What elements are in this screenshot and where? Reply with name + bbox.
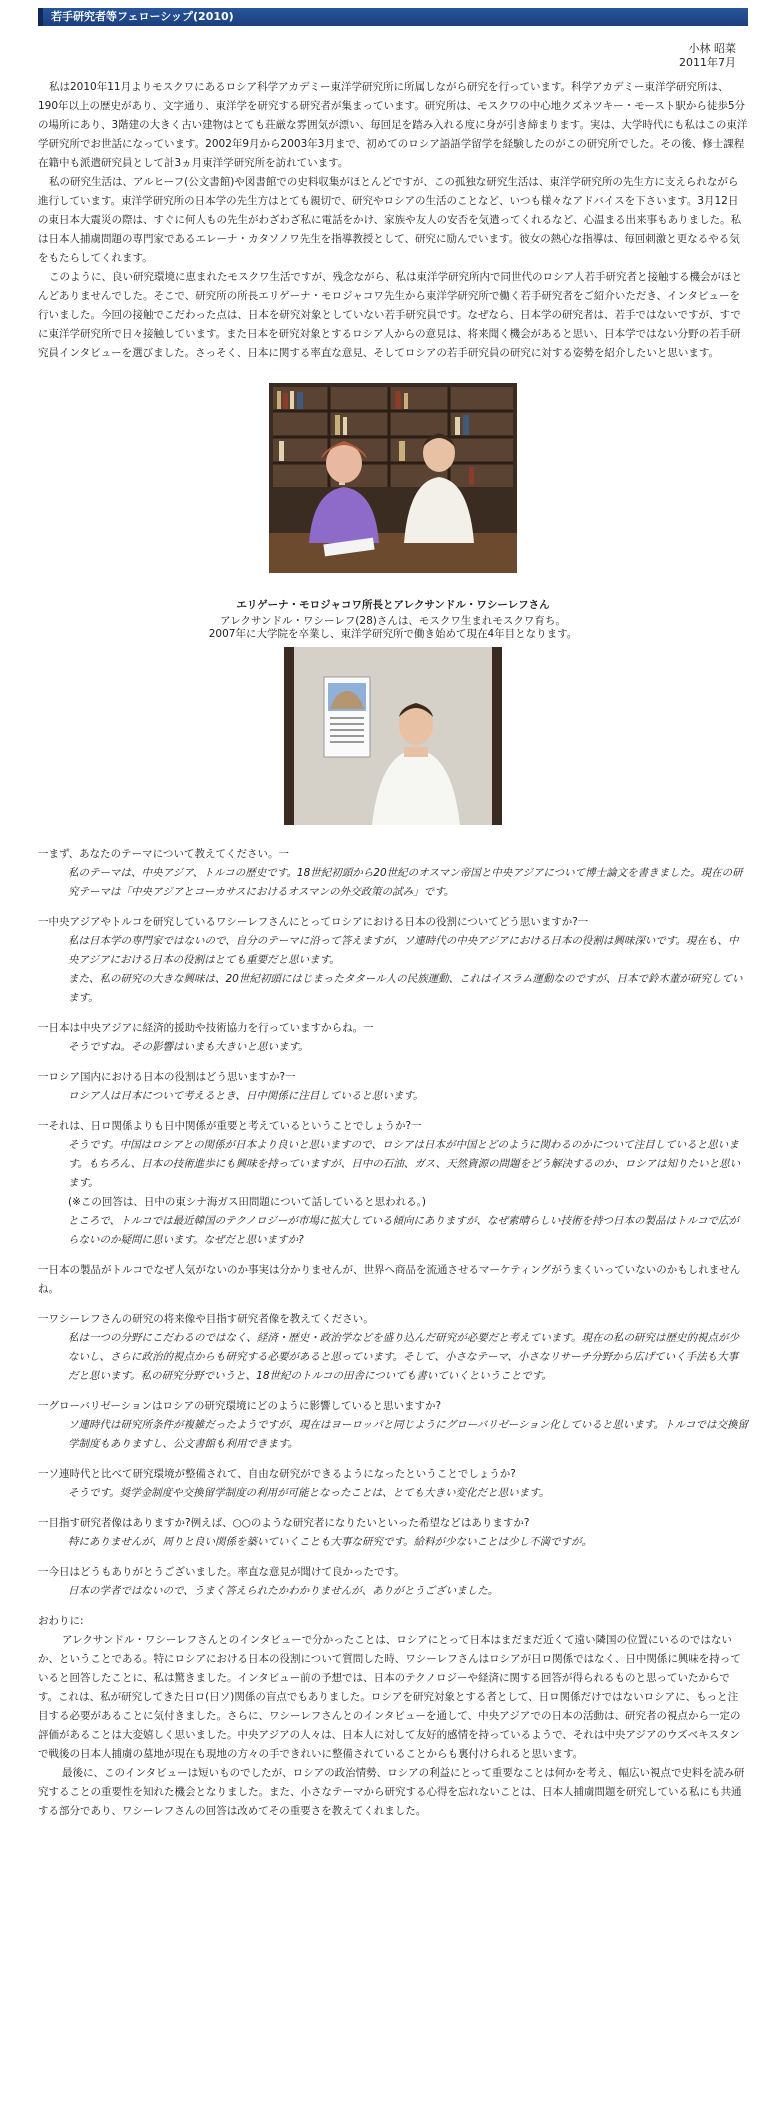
answer-text: 特にありませんが、周りと良い関係を築いていくことも大事な研究です。給料が少ないことは少し不満ですが。 xyxy=(68,1536,593,1548)
question: 一中央アジアやトルコを研究しているワシーレフさんにとってロシアにおける日本の役割についてどう思いますか?一 xyxy=(38,916,589,928)
question: 一目指す研究者像はありますか?例えば、○○のような研究者になりたいといった希望などはありますか? xyxy=(38,1517,530,1529)
caption-line: アレクサンドル・ワシーレフ(28)さんは、モスクワ生まれモスクワ育ち。 xyxy=(220,615,566,627)
qa-item xyxy=(38,1310,748,1386)
intro-section xyxy=(38,78,748,363)
page xyxy=(38,8,748,1821)
author-name: 小林 昭菜 xyxy=(688,42,736,55)
photo-illustration xyxy=(269,383,517,573)
answer xyxy=(38,1136,748,1250)
question: 一グローバリゼーションはロシアの研究環境にどのように影響していると思いますか? xyxy=(38,1400,442,1412)
answer xyxy=(38,1329,748,1386)
closing-section xyxy=(38,1612,748,1821)
answer-text: 日本の学者ではないので、うまく答えられたかわかりませんが、ありがとうございました。 xyxy=(68,1585,499,1597)
photo-illustration xyxy=(284,647,502,825)
question: 一ワシーレフさんの研究の将来像や目指す研究者像を教えてください。 xyxy=(38,1313,374,1325)
intro-paragraph: 私は2010年11月よりモスクワにあるロシア科学アカデミー東洋学研究所に所属しながら研究を行っています。科学アカデミー東洋学研究所は、190年以上の歴史があり、文字通り、東洋学を研究する研究者が集まっています。研究所は、モスクワの中心地クズネツキー・モースト駅から徒歩5分の場所にあり、3階建の大きく古い建物はとても荘厳な雰囲気が漂い、毎回足を踏み入れる度に身が引き締まります。実は、大学時代にも私はこの東洋学研究所でお世話になっています。2002年9月から2003年3月まで、初めてのロシア語語学留学を経験したのがこの研究所でした。その後、修士課程在籍中も派遣研究員として計3ヵ月東洋学研究所を訪れています。 xyxy=(38,81,748,169)
qa-item xyxy=(38,913,748,1008)
question: 一日本の製品がトルコでなぜ人気がないのか事実は分かりませんが、世界へ商品を流通させるマーケティングがうまくいっていないのかもしれませんね。 xyxy=(38,1264,741,1295)
answer-text: 私は一つの分野にこだわるのではなく、経済・歴史・政治学などを盛り込んだ研究が必要だと考えています。現在の私の研究は歴史的視点が少ないし、さらに政治的視点からも研究する必要があると思っています。そして、小さなテーマ、小さなリサーチ分野から広げていく手法も大事だと思います。私の研究分野でいうと、18世紀のトルコの田舎についても書いていくということです。 xyxy=(68,1332,739,1382)
answer xyxy=(38,1087,748,1106)
intro-paragraph: 私の研究生活は、アルヒーフ(公文書館)や図書館での史料収集がほとんどですが、この孤独な研究生活は、東洋学研究所の先生方に支えられながら進行しています。東洋学研究所の日本学の先生方はとても親切で、研究やロシアの生活のことなど、いつも様々なアドバイスを下さいます。3月12日の東日本大震災の際は、すぐに何人もの先生がわざわざ私に電話をかけ、家族や友人の安否を気遣ってくれるなど、心温まる出来事もありました。私は日本人捕虜問題の専門家であるエレーナ・カタソノワ先生を指導教授として、研究に励んでいます。彼女の熱心な指導は、毎回刺激と更なるやる気をもたらしてくれます。 xyxy=(38,176,742,264)
author-date: 2011年7月 xyxy=(679,56,736,69)
intro-paragraph: このように、良い研究環境に恵まれたモスクワ生活ですが、残念ながら、私は東洋学研究所内で同世代のロシア人若手研究者と接触する機会がほとんどありませんでした。そこで、研究所の所長エリゲーナ・モロジャコワ先生から東洋学研究所で働く若手研究者をご紹介いただき、インタビューを行いました。今回の接触でこだわった点は、日本を研究対象としていない若手研究員です。なぜなら、日本学の研究者は、若手ではないですが、すでに東洋学研究所で日々接触しています。また日本を研究対象とするロシア人からの意見は、将来聞く機会があると思い、日本学ではない分野の若手研究員インタビューを選びました。さっそく、日本に関する率直な意見、そしてロシアの若手研究員の研究に対する姿勢を紹介したいと思います。 xyxy=(38,271,742,359)
qa-item xyxy=(38,1563,748,1601)
closing-heading: おわりに: xyxy=(38,1615,84,1627)
question: 一ロシア国内における日本の役割はどう思いますか?一 xyxy=(38,1071,296,1083)
answer-note: (※この回答は、日中の東シナ海ガス田問題について話していると思われる。) xyxy=(68,1196,427,1208)
photo-researcher-portrait xyxy=(284,647,502,825)
closing-paragraph: アレクサンドル・ワシーレフさんとのインタビューで分かったことは、ロシアにとって日本はまだまだ近くて遠い隣国の位置にいるのではないか、ということである。特にロシアにおける日本の役割について質問した時、ワシーレフさんはロシアが日ロ関係ではなく、日中関係に興味を持っていると回答したことに、私は驚きました。インタビュー前の予想では、日本のテクノロジーや経済に関する回答が得られるものと思っていたからです。これは、私が研究してきた日ロ(日ソ)関係の盲点でもありました。ロシアを研究対象とする者として、日ロ関係だけではないロシアに、もっと注目する必要があることに気付きました。さらに、ワシーレフさんとのインタビューを通して、中央アジアでの日本の活動は、研究者の視点から一定の評価があることは大変嬉しく思いました。中央アジアの人々は、日本人に対して友好的感情を持っているようで、それは中央アジアのウズベキスタンで戦後の日本人捕虜の墓地が現在も現地の方々の手できれいに整備されていることからも裏付けられると思います。 xyxy=(38,1634,741,1760)
answer-text: ところで、トルコでは最近韓国のテクノロジーが市場に拡大している傾向にありますが、なぜ素晴らしい技術を持つ日本の製品はトルコで広がらないのか疑問に思います。なぜだと思いますか? xyxy=(68,1215,740,1246)
qa-item xyxy=(38,1117,748,1250)
question: 一今日はどうもありがとうございました。率直な意見が聞けて良かったです。 xyxy=(38,1566,405,1578)
answer-text: そうです。中国はロシアとの関係が日本より良いと思いますので、ロシアは日本が中国とどのように関わるのかについて注目していると思います。もちろん、日本の技術進歩にも興味を持っていますが、日中の石油、ガス、天然資源の問題をどう解決するのか、ロシアは知りたいと思います。 xyxy=(68,1139,741,1189)
answer xyxy=(38,1582,748,1601)
qa-item xyxy=(38,845,748,902)
interview-section xyxy=(38,845,748,1601)
photo-director-and-researcher xyxy=(269,383,517,573)
answer-text: 私は日本学の専門家ではないので、自分のテーマに沿って答えますが、ソ連時代の中央アジアにおける日本の役割は興味深いです。現在も、中央アジアにおける日本の役割はとても重要だと思います。 xyxy=(68,935,739,966)
qa-item xyxy=(38,1514,748,1552)
answer-text: ソ連時代は研究所条件が複雑だったようですが、現在はヨーロッパと同じようにグローバリゼーション化していると思います。トルコでは交換留学制度もありますし、公文書館も利用できます。 xyxy=(68,1419,748,1450)
answer xyxy=(38,932,748,1008)
qa-item xyxy=(38,1019,748,1057)
answer-text: そうです。奨学金制度や交換留学制度の利用が可能となったことは、とても大きい変化だと思います。 xyxy=(68,1487,550,1499)
question: 一それは、日ロ関係よりも日中関係が重要と考えているということでしょうか?一 xyxy=(38,1120,422,1132)
question: 一日本は中央アジアに経済的援助や技術協力を行っていますからね。一 xyxy=(38,1022,374,1034)
answer xyxy=(38,1533,748,1552)
caption-title: エリゲーナ・モロジャコワ所長とアレクサンドル・ワシーレフさん xyxy=(236,599,550,611)
answer xyxy=(38,1038,748,1057)
closing-paragraph: 最後に、このインタビューは短いものでしたが、ロシアの政治情勢、ロシアの利益にとって重要なことは何かを考え、幅広い視点で史料を読み研究することの重要性を知れた機会となりました。また、小さなテーマから研究する心得を忘れないことは、日本人捕虜問題を研究している私にも共通する部分であり、ワシーレフさんの回答は改めてその重要さを教えてくれました。 xyxy=(38,1767,745,1817)
answer-text: ロシア人は日本について考えるとき、日中関係に注目していると思います。 xyxy=(68,1090,424,1102)
answer-text: 私のテーマは、中央アジア、トルコの歴史です。18世紀初頭から20世紀のオスマン帝国と中央アジアについて博士論文を書きました。現在の研究テーマは「中央アジアとコーカサスにおけるオスマンの外交政策の試み」です。 xyxy=(68,867,743,898)
question: 一まず、あなたのテーマについて教えてください。一 xyxy=(38,848,289,860)
qa-item xyxy=(38,1397,748,1454)
answer xyxy=(38,864,748,902)
qa-item xyxy=(38,1465,748,1503)
qa-item xyxy=(38,1261,748,1299)
question: 一ソ連時代と比べて研究環境が整備されて、自由な研究ができるようになったということでしょうか? xyxy=(38,1468,516,1480)
photo-caption xyxy=(38,599,748,641)
answer xyxy=(38,1416,748,1454)
caption-line: 2007年に大学院を卒業し、東洋学研究所で働き始めて現在4年目となります。 xyxy=(208,628,578,640)
qa-item xyxy=(38,1068,748,1106)
answer xyxy=(38,1484,748,1503)
page-title: 若手研究者等フェローシップ(2010) xyxy=(38,8,748,26)
answer-text: そうですね。その影響はいまも大きいと思います。 xyxy=(68,1041,309,1053)
author-block xyxy=(38,42,748,70)
answer-text: また、私の研究の大きな興味は、20世紀初頭にはじまったタタール人の民族運動、これはイスラム運動なのですが、日本で鈴木董が研究しています。 xyxy=(68,973,743,1004)
